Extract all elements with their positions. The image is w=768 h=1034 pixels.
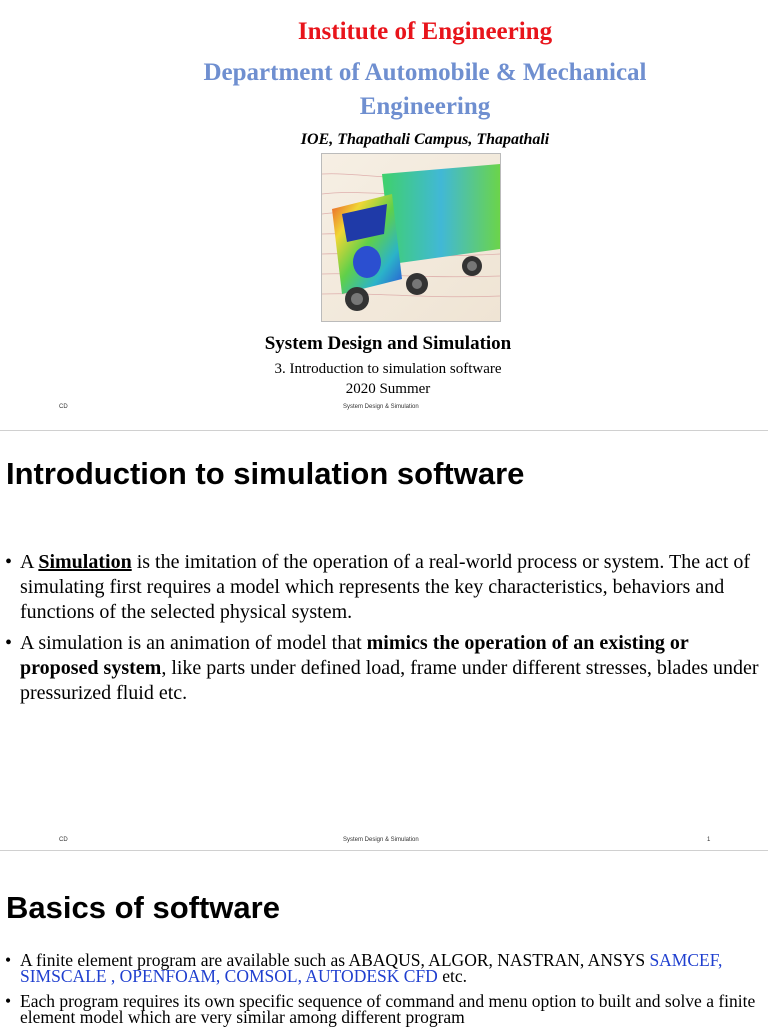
simulation-term: Simulation — [38, 551, 132, 573]
slide-heading: Introduction to simulation software — [6, 456, 525, 491]
institute-name: Institute of Engineering — [297, 18, 553, 45]
subject-title: System Design and Simulation — [264, 333, 512, 354]
truck-cfd-illustration — [322, 154, 500, 321]
footer-left: CD — [59, 404, 68, 410]
title-slide — [0, 0, 768, 430]
bullet-item — [0, 550, 760, 625]
footer-center: System Design & Simulation — [343, 837, 419, 843]
bullet-text: A simulation is an animation of model that — [20, 632, 367, 654]
bullet-item — [0, 993, 760, 1025]
bullet-text: Each program requires its own specific sequence of command and menu option to built and solve a finite element model which are very similar among different program — [20, 991, 756, 1027]
bullet-text: A finite element program are available such as ABAQUS, ALGOR, NASTRAN, ANSYS — [20, 950, 650, 970]
bullet-text: is the imitation of the operation of a real-world process or system. The act of simulating first requires a model which represents the key characteristics, behaviors and functions of the selected physical system. — [20, 551, 751, 623]
bullet-item — [0, 631, 760, 706]
chapter-title: 3. Introduction to simulation software — [274, 361, 502, 377]
bullet-list — [0, 550, 760, 712]
bullet-text: , like parts under defined load, frame under different stresses, blades under pressurized fluid etc. — [20, 657, 759, 704]
footer-center: System Design & Simulation — [343, 404, 419, 410]
bullet-emphasis: mimics the operation of an existing or proposed system — [20, 632, 689, 679]
truck-cfd-image — [321, 153, 501, 322]
department-name: Department of Automobile & Mechanical Engineering — [203, 59, 647, 120]
bullet-text: etc. — [437, 966, 467, 986]
intro-slide — [0, 430, 768, 851]
slide-heading: Basics of software — [6, 890, 280, 925]
software-list: SAMCEF, SIMSCALE , OPENFOAM, COMSOL, AUTODESK CFD — [20, 950, 723, 986]
campus-name: IOE, Thapathali Campus, Thapathali — [300, 131, 550, 148]
bullet-list — [0, 952, 760, 1034]
software-basics-slide — [0, 850, 768, 1025]
bullet-text: A — [20, 551, 39, 573]
term-label: 2020 Summer — [345, 381, 431, 397]
footer-left: CD — [59, 837, 68, 843]
bullet-item — [0, 952, 760, 984]
page-number: 1 — [707, 837, 711, 843]
